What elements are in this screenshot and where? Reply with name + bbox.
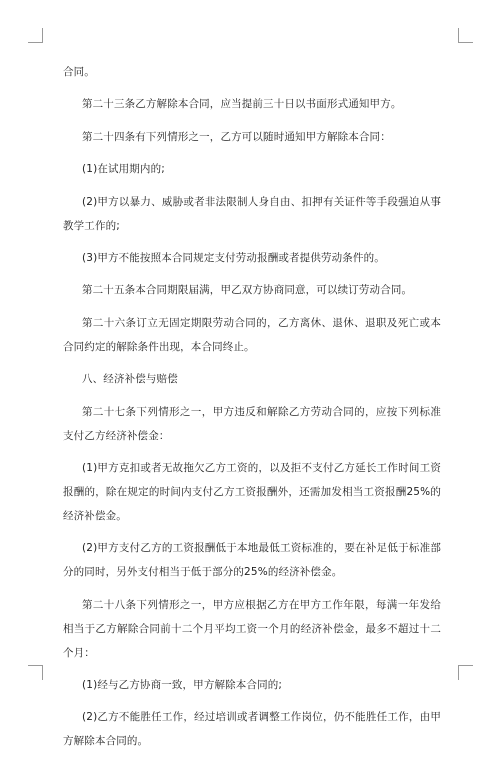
paragraph-item: (2)甲方支付乙方的工资报酬低于本地最低工资标准的，要在补足低于标准部分的同时，另外支付相当于低于部分的25%的经济补偿金。 <box>63 542 441 579</box>
paragraph-article-25: 第二十五条本合同期限届满，甲乙双方协商同意，可以续订劳动合同。 <box>82 284 413 297</box>
crop-mark-top-left <box>28 28 43 43</box>
paragraph-continuation: 合同。 <box>63 66 95 78</box>
paragraph-item: (3)甲方不能按照本合同规定支付劳动报酬或者提供劳动条件的。 <box>82 251 385 264</box>
paragraph-item: (1)甲方克扣或者无故拖欠乙方工资的，以及拒不支付乙方延长工作时间工资报酬的，除在规定的时间内支付乙方工资报酬外，还需加发相当工资报酬25%的经济补偿金。 <box>63 461 441 522</box>
section-heading: 八、经济补偿与赔偿 <box>82 373 178 386</box>
crop-mark-bottom-right <box>458 665 473 680</box>
document-body <box>63 60 441 762</box>
paragraph-article-26: 第二十六条订立无固定期限劳动合同的，乙方离休、退休、退职及死亡或本合同约定的解除条件出现，本合同终止。 <box>63 316 441 353</box>
paragraph-article-28: 第二十八条下列情形之一，甲方应根据乙方在甲方工作年限，每满一年发给相当于乙方解除合同前十二个月平均工资一个月的经济补偿金，最多不超过十二个月： <box>63 598 441 659</box>
crop-mark-bottom-left <box>28 665 43 680</box>
crop-mark-top-right <box>458 28 473 43</box>
paragraph-item: (1)在试用期内的; <box>82 163 165 176</box>
paragraph-item: (1)经与乙方协商一致，甲方解除本合同的; <box>82 679 283 692</box>
paragraph-item: (2)乙方不能胜任工作，经过培训或者调整工作岗位，仍不能胜任工作，由甲方解除本合同的。 <box>63 711 441 748</box>
paragraph-article-27: 第二十七条下列情形之一，甲方违反和解除乙方劳动合同的，应按下列标准支付乙方经济补偿金： <box>63 405 441 442</box>
paragraph-article-24: 第二十四条有下列情形之一，乙方可以随时通知甲方解除本合同： <box>82 130 391 143</box>
paragraph-article-23: 第二十三条乙方解除本合同，应当提前三十日以书面形式通知甲方。 <box>82 98 402 111</box>
paragraph-item: (2)甲方以暴力、威胁或者非法限制人身自由、扣押有关证件等手段强迫从事教学工作的; <box>63 195 441 232</box>
